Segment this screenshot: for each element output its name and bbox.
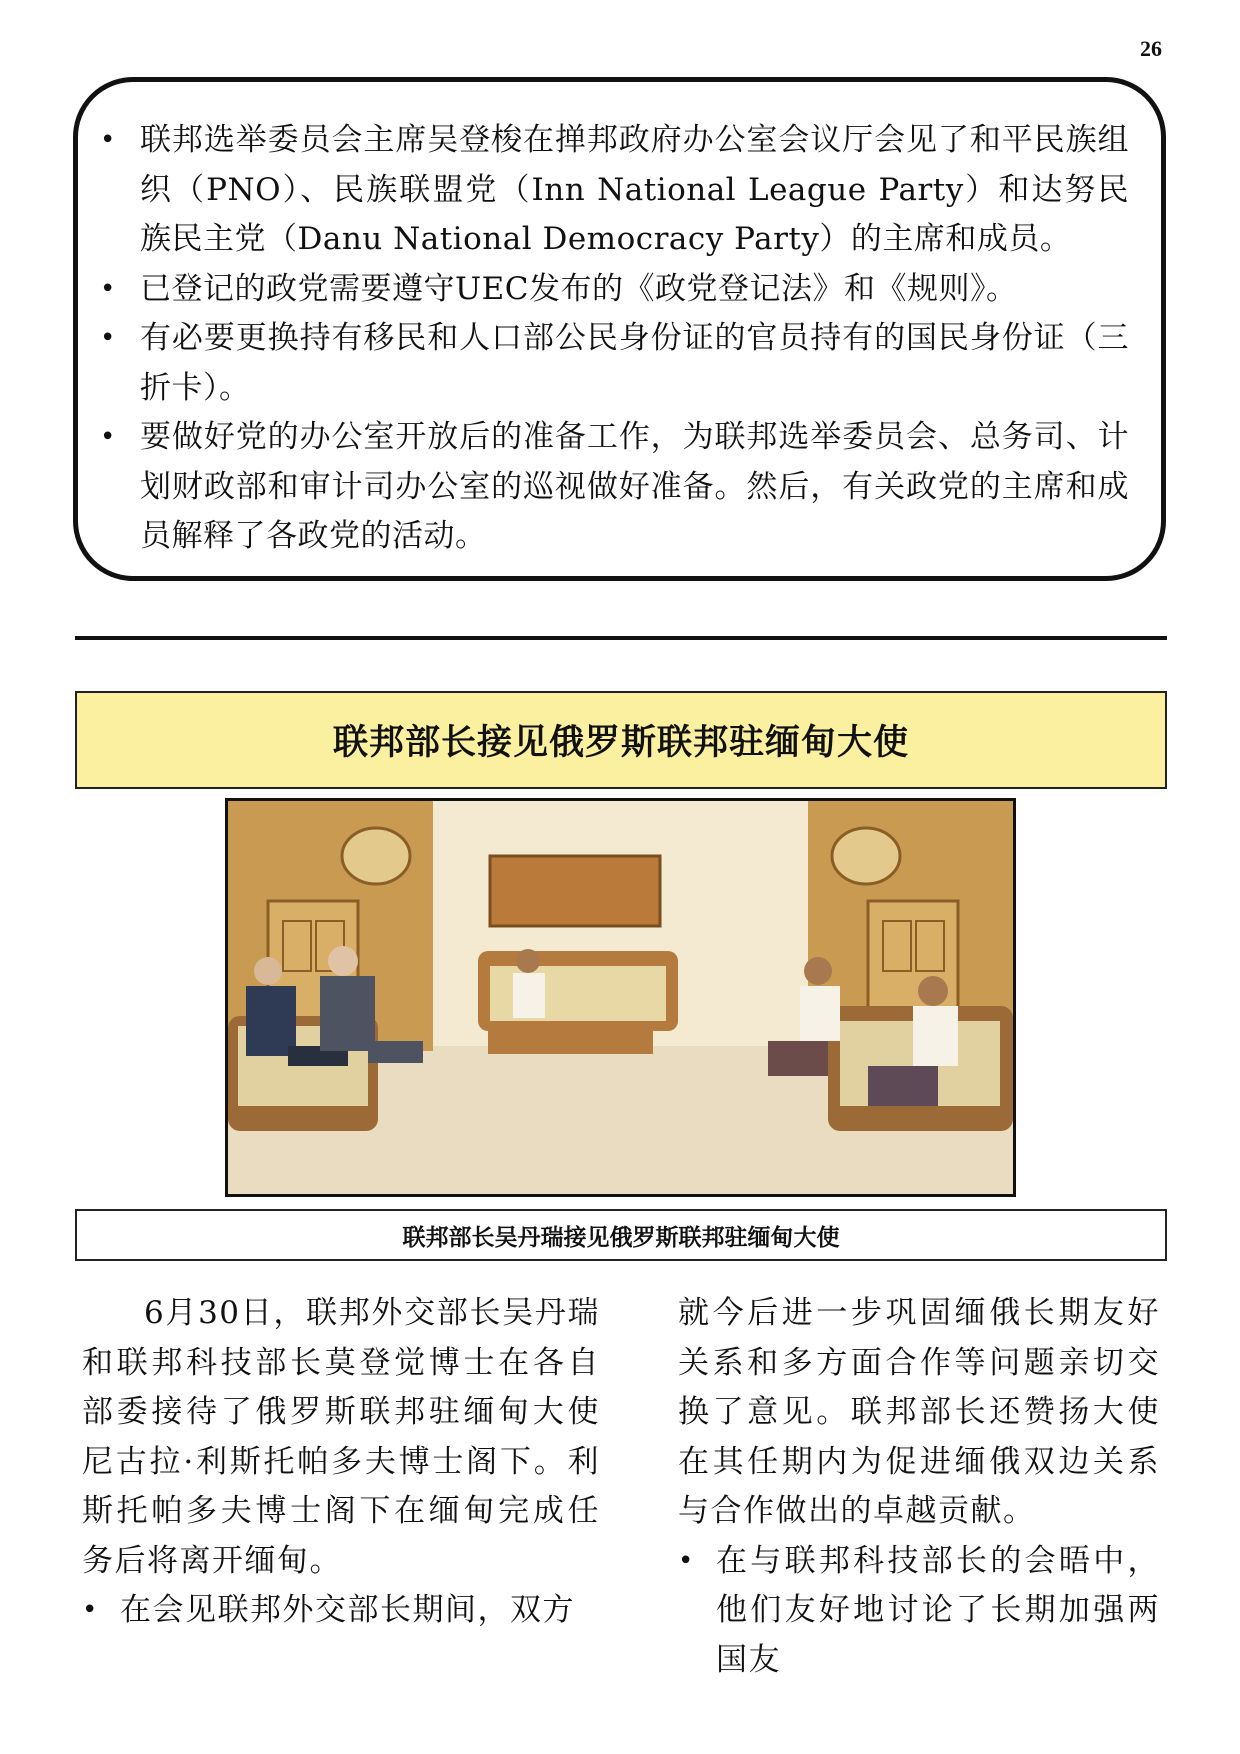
article-bullet-item: • 在会见联邦外交部长期间，双方: [82, 1586, 600, 1636]
article-headline: 联邦部长接见俄罗斯联邦驻缅甸大使: [332, 723, 909, 763]
article-column-left: [82, 1289, 600, 1636]
summary-bullet-item: • 联邦选举委员会主席吴登梭在掸邦政府办公室会议厅会见了和平民族组织（PNO）、民族联盟党（Inn National League Party）和达努民族民主党（Danu National Democracy Party）的主席和成员。: [140, 116, 1129, 265]
article-bullet-item: • 在与联邦科技部长的会晤中，他们友好地讨论了长期加强两国友: [678, 1537, 1160, 1686]
article-column-right: [678, 1289, 1160, 1685]
summary-bullet-box: [73, 77, 1166, 581]
photo-caption: 联邦部长吴丹瑞接见俄罗斯联邦驻缅甸大使: [402, 1224, 840, 1251]
photo-caption-box: [75, 1209, 1167, 1261]
summary-bullet-item: • 有必要更换持有移民和人口部公民身份证的官员持有的国民身份证（三折卡）。: [140, 314, 1129, 413]
article-photo: [225, 798, 1016, 1197]
summary-bullet-item: • 已登记的政党需要遵守UEC发布的《政党登记法》和《规则》。: [140, 265, 1129, 315]
article-paragraph-continuation: 就今后进一步巩固缅俄长期友好关系和多方面合作等问题亲切交换了意见。联邦部长还赞扬大使在其任期内为促进缅俄双边关系与合作做出的卓越贡献。: [678, 1295, 1160, 1529]
summary-bullet-item: • 要做好党的办公室开放后的准备工作，为联邦选举委员会、总务司、计划财政部和审计司办公室的巡视做好准备。然后，有关政党的主席和成员解释了各政党的活动。: [140, 413, 1129, 562]
article-paragraph: 6月30日，联邦外交部长吴丹瑞和联邦科技部长莫登觉博士在各自部委接待了俄罗斯联邦驻缅甸大使尼古拉·利斯托帕多夫博士阁下。利斯托帕多夫博士阁下在缅甸完成任务后将离开缅甸。: [82, 1295, 600, 1579]
summary-bullet-list: [140, 116, 1129, 562]
page-number: 26: [1140, 36, 1162, 61]
meeting-room-photo: [228, 801, 1013, 1194]
article-headline-box: [75, 691, 1167, 789]
section-divider: [75, 636, 1167, 640]
